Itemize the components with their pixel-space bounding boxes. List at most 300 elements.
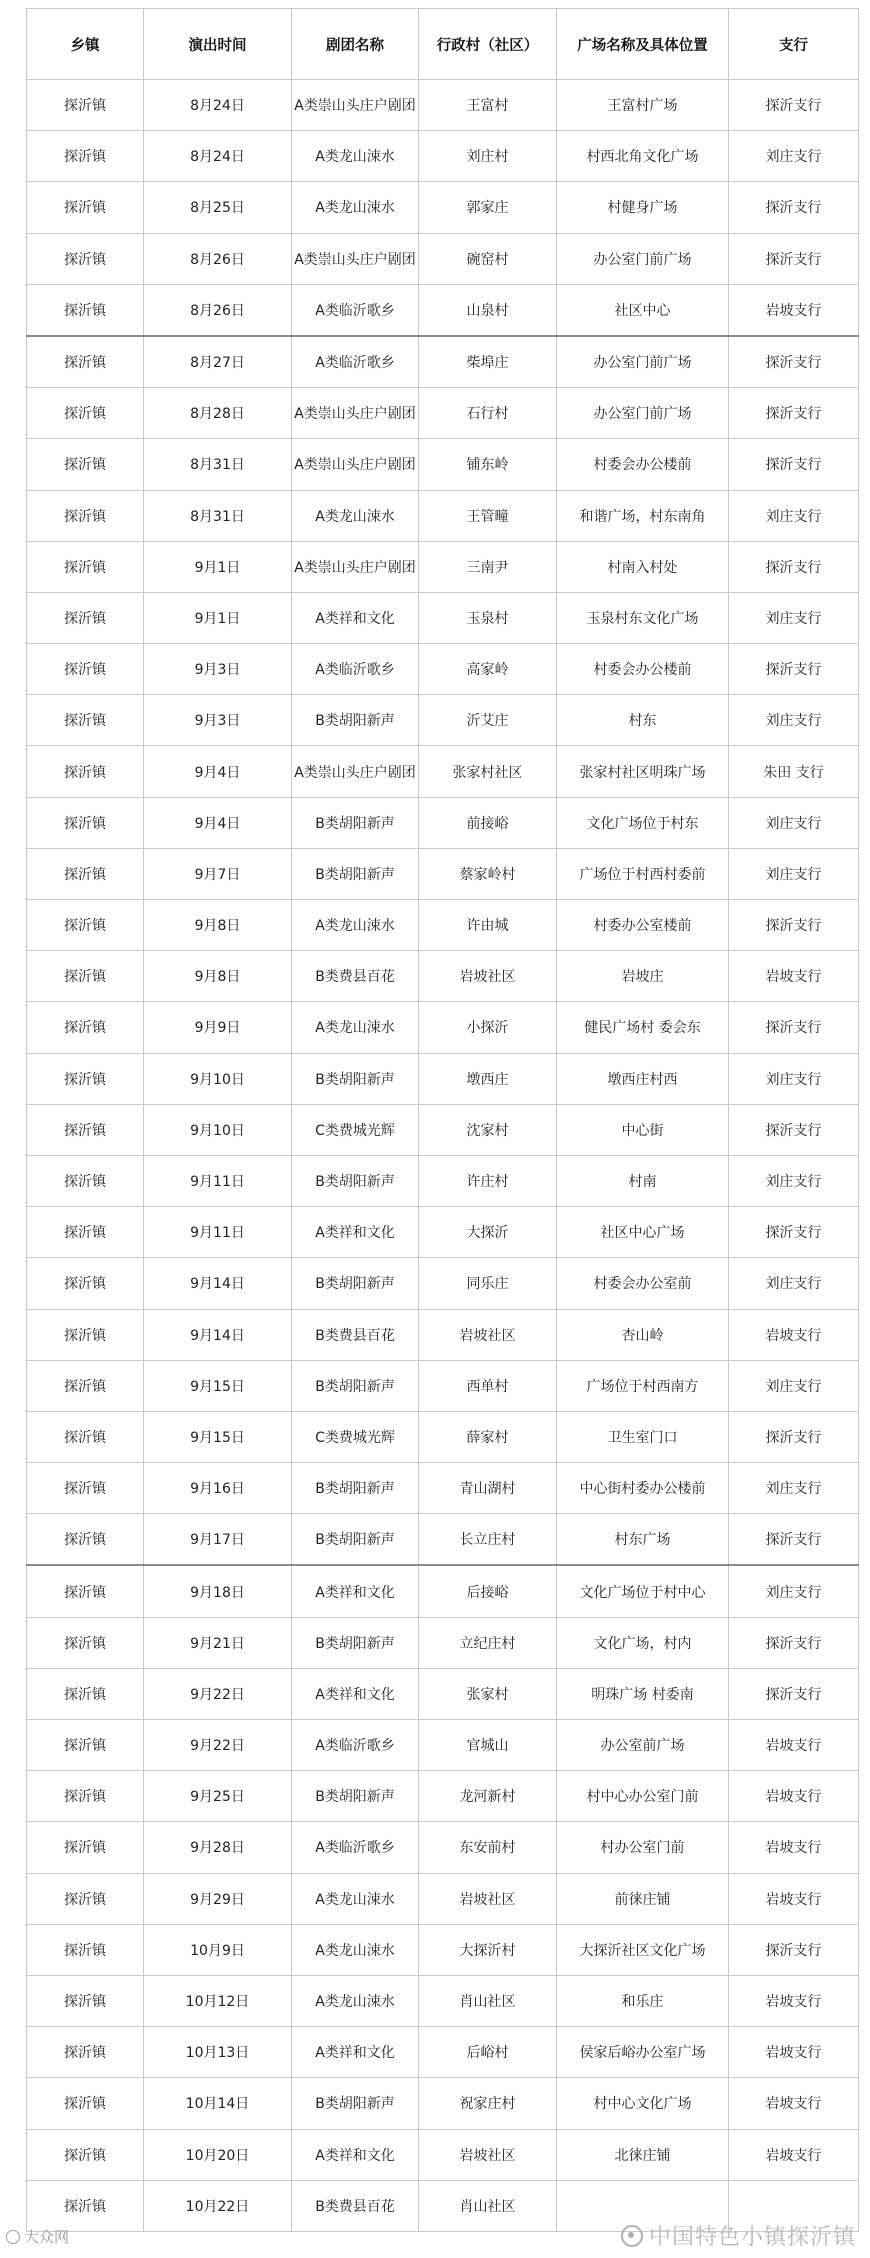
cell-date: 8月31日 — [144, 439, 292, 490]
cell-town: 探沂镇 — [27, 848, 144, 899]
cell-troupe: A类崇山头庄户剧团 — [292, 388, 419, 439]
cell-location: 村东 — [557, 695, 729, 746]
cell-location: 卫生室门口 — [557, 1411, 729, 1462]
performance-schedule-table — [26, 8, 859, 2232]
cell-troupe: A类龙山涑水 — [292, 490, 419, 541]
cell-village: 大探沂村 — [419, 1924, 557, 1975]
cell-troupe: A类祥和文化 — [292, 1668, 419, 1719]
table-row — [27, 1207, 859, 1258]
cell-troupe: A类临沂歌乡 — [292, 644, 419, 695]
table-row — [27, 644, 859, 695]
cell-town: 探沂镇 — [27, 1668, 144, 1719]
table-row — [27, 1463, 859, 1514]
table-row — [27, 1002, 859, 1053]
cell-location: 村东广场 — [557, 1514, 729, 1566]
cell-town: 探沂镇 — [27, 1873, 144, 1924]
cell-location: 大探沂社区文化广场 — [557, 1924, 729, 1975]
cell-location: 村委会办公室前 — [557, 1258, 729, 1309]
cell-town: 探沂镇 — [27, 951, 144, 1002]
header-town: 乡镇 — [27, 9, 144, 80]
cell-location: 广场位于村西村委前 — [557, 848, 729, 899]
cell-village: 刘庄村 — [419, 131, 557, 182]
table-row — [27, 951, 859, 1002]
header-village: 行政村（社区） — [419, 9, 557, 80]
cell-town: 探沂镇 — [27, 1720, 144, 1771]
cell-village: 三南尹 — [419, 541, 557, 592]
cell-troupe: B类胡阳新声 — [292, 848, 419, 899]
cell-village: 高家岭 — [419, 644, 557, 695]
cell-branch: 刘庄支行 — [729, 1053, 859, 1104]
cell-date: 9月3日 — [144, 644, 292, 695]
cell-town: 探沂镇 — [27, 388, 144, 439]
cell-troupe: B类胡阳新声 — [292, 695, 419, 746]
cell-village: 东安前村 — [419, 1822, 557, 1873]
cell-village: 薛家村 — [419, 1411, 557, 1462]
cell-village: 后峪村 — [419, 2027, 557, 2078]
cell-troupe: C类费城光辉 — [292, 1411, 419, 1462]
cell-date: 8月26日 — [144, 233, 292, 284]
cell-location: 文化广场位于村东 — [557, 797, 729, 848]
cell-village: 大探沂 — [419, 1207, 557, 1258]
cell-village: 官城山 — [419, 1720, 557, 1771]
table-header-row — [27, 9, 859, 80]
cell-village: 柴埠庄 — [419, 336, 557, 388]
source-watermark-right-text: 中国特色小镇探沂镇 — [648, 2225, 856, 2250]
table-row — [27, 592, 859, 643]
cell-location: 村中心办公室门前 — [557, 1771, 729, 1822]
cell-date: 9月15日 — [144, 1411, 292, 1462]
cell-troupe: B类胡阳新声 — [292, 1771, 419, 1822]
cell-troupe: A类龙山涑水 — [292, 131, 419, 182]
cell-troupe: A类祥和文化 — [292, 592, 419, 643]
cell-location: 村中心文化广场 — [557, 2078, 729, 2129]
cell-village: 祝家庄村 — [419, 2078, 557, 2129]
cell-troupe: A类祥和文化 — [292, 2129, 419, 2180]
cell-town: 探沂镇 — [27, 1924, 144, 1975]
cell-town: 探沂镇 — [27, 2078, 144, 2129]
cell-town: 探沂镇 — [27, 1155, 144, 1206]
cell-branch: 岩坡支行 — [729, 2027, 859, 2078]
cell-date: 10月22日 — [144, 2180, 292, 2231]
cell-location: 村委会办公楼前 — [557, 439, 729, 490]
cell-location: 侯家后峪办公室广场 — [557, 2027, 729, 2078]
table-row — [27, 1771, 859, 1822]
source-watermark-right — [621, 2220, 856, 2251]
cell-date: 9月18日 — [144, 1565, 292, 1617]
table-row — [27, 2078, 859, 2129]
cell-location: 和谐广场，村东南角 — [557, 490, 729, 541]
cell-village: 许庄村 — [419, 1155, 557, 1206]
cell-date: 9月22日 — [144, 1720, 292, 1771]
cell-troupe: B类胡阳新声 — [292, 1258, 419, 1309]
cell-date: 10月20日 — [144, 2129, 292, 2180]
cell-town: 探沂镇 — [27, 797, 144, 848]
cell-town: 探沂镇 — [27, 592, 144, 643]
cell-branch: 探沂支行 — [729, 1668, 859, 1719]
cell-village: 龙河新村 — [419, 1771, 557, 1822]
cell-branch: 探沂支行 — [729, 1207, 859, 1258]
cell-troupe: A类崇山头庄户剧团 — [292, 80, 419, 131]
cell-troupe: A类祥和文化 — [292, 1207, 419, 1258]
cell-date: 9月25日 — [144, 1771, 292, 1822]
table-row — [27, 1155, 859, 1206]
cell-village: 蔡家岭村 — [419, 848, 557, 899]
cell-location: 村委办公室楼前 — [557, 900, 729, 951]
cell-troupe: A类龙山涑水 — [292, 900, 419, 951]
cell-village: 王管疃 — [419, 490, 557, 541]
cell-location: 岩坡庄 — [557, 951, 729, 1002]
table-row — [27, 1924, 859, 1975]
cell-town: 探沂镇 — [27, 182, 144, 233]
cell-troupe: A类临沂歌乡 — [292, 1720, 419, 1771]
cell-troupe: A类崇山头庄户剧团 — [292, 746, 419, 797]
cell-village: 岩坡社区 — [419, 1309, 557, 1360]
cell-branch: 探沂支行 — [729, 1617, 859, 1668]
cell-date: 9月8日 — [144, 951, 292, 1002]
cell-troupe: A类龙山涑水 — [292, 1975, 419, 2026]
cell-branch: 探沂支行 — [729, 182, 859, 233]
cell-location: 北徕庄铺 — [557, 2129, 729, 2180]
table-row — [27, 695, 859, 746]
cell-village: 长立庄村 — [419, 1514, 557, 1566]
cell-troupe: B类胡阳新声 — [292, 1617, 419, 1668]
table-row — [27, 1565, 859, 1617]
cell-troupe: A类崇山头庄户剧团 — [292, 439, 419, 490]
cell-town: 探沂镇 — [27, 1975, 144, 2026]
cell-location: 办公室门前广场 — [557, 336, 729, 388]
cell-town: 探沂镇 — [27, 541, 144, 592]
cell-date: 9月1日 — [144, 592, 292, 643]
cell-village: 岩坡社区 — [419, 951, 557, 1002]
cell-branch: 探沂支行 — [729, 80, 859, 131]
cell-village: 张家村社区 — [419, 746, 557, 797]
table-row — [27, 1309, 859, 1360]
cell-village: 岩坡社区 — [419, 1873, 557, 1924]
cell-troupe: A类龙山涑水 — [292, 1924, 419, 1975]
cell-town: 探沂镇 — [27, 644, 144, 695]
cell-troupe: A类龙山涑水 — [292, 1002, 419, 1053]
cell-branch: 刘庄支行 — [729, 1258, 859, 1309]
cell-village: 铺东岭 — [419, 439, 557, 490]
wechat-icon — [621, 2225, 643, 2247]
cell-troupe: A类龙山涑水 — [292, 1873, 419, 1924]
cell-town: 探沂镇 — [27, 1463, 144, 1514]
cell-branch: 探沂支行 — [729, 439, 859, 490]
cell-branch: 探沂支行 — [729, 900, 859, 951]
cell-location: 玉泉村东文化广场 — [557, 592, 729, 643]
cell-branch: 探沂支行 — [729, 644, 859, 695]
cell-location: 村健身广场 — [557, 182, 729, 233]
cell-town: 探沂镇 — [27, 1411, 144, 1462]
cell-town: 探沂镇 — [27, 746, 144, 797]
cell-town: 探沂镇 — [27, 1565, 144, 1617]
cell-town: 探沂镇 — [27, 1002, 144, 1053]
cell-troupe: B类胡阳新声 — [292, 1053, 419, 1104]
cell-troupe: A类临沂歌乡 — [292, 1822, 419, 1873]
cell-branch: 探沂支行 — [729, 1104, 859, 1155]
table-row — [27, 2129, 859, 2180]
cell-village: 玉泉村 — [419, 592, 557, 643]
table-row — [27, 1258, 859, 1309]
cell-location: 广场位于村西南方 — [557, 1360, 729, 1411]
cell-troupe: B类费县百花 — [292, 2180, 419, 2231]
cell-troupe: C类费城光辉 — [292, 1104, 419, 1155]
cell-location: 社区中心广场 — [557, 1207, 729, 1258]
cell-town: 探沂镇 — [27, 2180, 144, 2231]
cell-date: 8月28日 — [144, 388, 292, 439]
cell-town: 探沂镇 — [27, 1309, 144, 1360]
table-row — [27, 1873, 859, 1924]
cell-date: 10月9日 — [144, 1924, 292, 1975]
source-watermark-left — [6, 2226, 69, 2247]
cell-branch: 岩坡支行 — [729, 1975, 859, 2026]
table-row — [27, 900, 859, 951]
cell-village: 郭家庄 — [419, 182, 557, 233]
cell-village: 许由城 — [419, 900, 557, 951]
cell-location: 墩西庄村西 — [557, 1053, 729, 1104]
cell-town: 探沂镇 — [27, 1053, 144, 1104]
cell-location: 村委会办公楼前 — [557, 644, 729, 695]
table-row — [27, 182, 859, 233]
table-row — [27, 2027, 859, 2078]
cell-town: 探沂镇 — [27, 1771, 144, 1822]
cell-town: 探沂镇 — [27, 1617, 144, 1668]
cell-branch: 探沂支行 — [729, 1514, 859, 1566]
cell-town: 探沂镇 — [27, 695, 144, 746]
cell-location: 前徕庄铺 — [557, 1873, 729, 1924]
table-row — [27, 1668, 859, 1719]
cell-branch: 刘庄支行 — [729, 1565, 859, 1617]
cell-date: 9月4日 — [144, 746, 292, 797]
header-branch: 支行 — [729, 9, 859, 80]
cell-branch: 岩坡支行 — [729, 2078, 859, 2129]
cell-village: 前接峪 — [419, 797, 557, 848]
cell-village: 王富村 — [419, 80, 557, 131]
cell-location: 村办公室门前 — [557, 1822, 729, 1873]
cell-date: 9月3日 — [144, 695, 292, 746]
cell-location: 村南 — [557, 1155, 729, 1206]
cell-branch: 岩坡支行 — [729, 284, 859, 336]
cell-troupe: A类祥和文化 — [292, 2027, 419, 2078]
table-row — [27, 1411, 859, 1462]
cell-town: 探沂镇 — [27, 233, 144, 284]
cell-location: 王富村广场 — [557, 80, 729, 131]
table-row — [27, 797, 859, 848]
cell-location: 中心街 — [557, 1104, 729, 1155]
cell-troupe: A类临沂歌乡 — [292, 336, 419, 388]
cell-branch: 岩坡支行 — [729, 2129, 859, 2180]
table-row — [27, 1360, 859, 1411]
table-row — [27, 1720, 859, 1771]
table-row — [27, 1975, 859, 2026]
cell-date: 9月9日 — [144, 1002, 292, 1053]
cell-troupe: B类胡阳新声 — [292, 1360, 419, 1411]
cell-troupe: A类龙山涑水 — [292, 182, 419, 233]
cell-date: 8月31日 — [144, 490, 292, 541]
cell-date: 8月24日 — [144, 80, 292, 131]
cell-troupe: B类胡阳新声 — [292, 1155, 419, 1206]
cell-troupe: B类胡阳新声 — [292, 797, 419, 848]
cell-village: 岩坡社区 — [419, 2129, 557, 2180]
table-row — [27, 1617, 859, 1668]
cell-date: 10月13日 — [144, 2027, 292, 2078]
table-row — [27, 80, 859, 131]
cell-troupe: B类费县百花 — [292, 951, 419, 1002]
cell-town: 探沂镇 — [27, 2129, 144, 2180]
cell-date: 9月11日 — [144, 1155, 292, 1206]
cell-town: 探沂镇 — [27, 1360, 144, 1411]
cell-location: 健民广场村 委会东 — [557, 1002, 729, 1053]
cell-troupe: B类胡阳新声 — [292, 1463, 419, 1514]
cell-date: 9月4日 — [144, 797, 292, 848]
cell-village: 小探沂 — [419, 1002, 557, 1053]
cell-date: 9月21日 — [144, 1617, 292, 1668]
cell-town: 探沂镇 — [27, 490, 144, 541]
cell-branch: 刘庄支行 — [729, 131, 859, 182]
cell-troupe: B类胡阳新声 — [292, 2078, 419, 2129]
cell-troupe: B类胡阳新声 — [292, 1514, 419, 1566]
cell-village: 西单村 — [419, 1360, 557, 1411]
cell-date: 9月11日 — [144, 1207, 292, 1258]
cell-branch: 朱田 支行 — [729, 746, 859, 797]
cell-village: 后接峪 — [419, 1565, 557, 1617]
cell-date: 8月25日 — [144, 182, 292, 233]
table-row — [27, 1104, 859, 1155]
cell-village: 肖山社区 — [419, 2180, 557, 2231]
cell-date: 9月16日 — [144, 1463, 292, 1514]
source-watermark-left-text: 大众网 — [24, 2228, 70, 2246]
cell-village: 张家村 — [419, 1668, 557, 1719]
cell-town: 探沂镇 — [27, 2027, 144, 2078]
table-body — [27, 80, 859, 2232]
cell-location: 办公室门前广场 — [557, 388, 729, 439]
table-row — [27, 336, 859, 388]
cell-town: 探沂镇 — [27, 1514, 144, 1566]
cell-village: 沈家村 — [419, 1104, 557, 1155]
cell-town: 探沂镇 — [27, 439, 144, 490]
cell-branch: 探沂支行 — [729, 541, 859, 592]
cell-village: 石行村 — [419, 388, 557, 439]
cell-village: 沂艾庄 — [419, 695, 557, 746]
table-row — [27, 1822, 859, 1873]
cell-branch: 探沂支行 — [729, 1002, 859, 1053]
cell-branch: 刘庄支行 — [729, 848, 859, 899]
table-row — [27, 131, 859, 182]
weibo-icon — [6, 2230, 20, 2244]
cell-village: 山泉村 — [419, 284, 557, 336]
cell-location: 文化广场位于村中心 — [557, 1565, 729, 1617]
cell-town: 探沂镇 — [27, 900, 144, 951]
table-row — [27, 1053, 859, 1104]
cell-branch: 岩坡支行 — [729, 1720, 859, 1771]
cell-location: 杏山岭 — [557, 1309, 729, 1360]
cell-branch: 探沂支行 — [729, 336, 859, 388]
cell-date: 9月28日 — [144, 1822, 292, 1873]
cell-branch: 探沂支行 — [729, 1924, 859, 1975]
table-row — [27, 439, 859, 490]
cell-date: 9月8日 — [144, 900, 292, 951]
cell-branch: 探沂支行 — [729, 233, 859, 284]
cell-branch: 探沂支行 — [729, 388, 859, 439]
cell-date: 9月7日 — [144, 848, 292, 899]
cell-town: 探沂镇 — [27, 336, 144, 388]
cell-date: 9月10日 — [144, 1104, 292, 1155]
cell-branch: 刘庄支行 — [729, 490, 859, 541]
cell-date: 10月12日 — [144, 1975, 292, 2026]
cell-town: 探沂镇 — [27, 284, 144, 336]
cell-town: 探沂镇 — [27, 1207, 144, 1258]
cell-date: 9月17日 — [144, 1514, 292, 1566]
table-row — [27, 541, 859, 592]
cell-location: 文化广场，村内 — [557, 1617, 729, 1668]
cell-date: 9月14日 — [144, 1309, 292, 1360]
header-location: 广场名称及具体位置 — [557, 9, 729, 80]
table-row — [27, 388, 859, 439]
cell-date: 9月29日 — [144, 1873, 292, 1924]
cell-branch: 岩坡支行 — [729, 951, 859, 1002]
cell-troupe: A类祥和文化 — [292, 1565, 419, 1617]
cell-town: 探沂镇 — [27, 1104, 144, 1155]
cell-village: 青山湖村 — [419, 1463, 557, 1514]
cell-location: 明珠广场 村委南 — [557, 1668, 729, 1719]
cell-branch: 岩坡支行 — [729, 1309, 859, 1360]
cell-location: 办公室前广场 — [557, 1720, 729, 1771]
cell-branch: 岩坡支行 — [729, 1873, 859, 1924]
cell-village: 碗窑村 — [419, 233, 557, 284]
cell-village: 同乐庄 — [419, 1258, 557, 1309]
cell-village: 墩西庄 — [419, 1053, 557, 1104]
cell-town: 探沂镇 — [27, 1258, 144, 1309]
cell-troupe: A类崇山头庄户剧团 — [292, 233, 419, 284]
cell-date: 8月27日 — [144, 336, 292, 388]
cell-troupe: B类费县百花 — [292, 1309, 419, 1360]
table-row — [27, 233, 859, 284]
cell-troupe: A类崇山头庄户剧团 — [292, 541, 419, 592]
cell-branch: 刘庄支行 — [729, 592, 859, 643]
cell-branch: 岩坡支行 — [729, 1822, 859, 1873]
cell-date: 8月26日 — [144, 284, 292, 336]
cell-village: 立纪庄村 — [419, 1617, 557, 1668]
table-row — [27, 284, 859, 336]
cell-location: 社区中心 — [557, 284, 729, 336]
table-row — [27, 746, 859, 797]
cell-town: 探沂镇 — [27, 1822, 144, 1873]
cell-date: 8月24日 — [144, 131, 292, 182]
table-row — [27, 848, 859, 899]
cell-branch: 刘庄支行 — [729, 797, 859, 848]
table-row — [27, 1514, 859, 1566]
cell-date: 9月10日 — [144, 1053, 292, 1104]
cell-date: 9月22日 — [144, 1668, 292, 1719]
header-troupe: 剧团名称 — [292, 9, 419, 80]
cell-town: 探沂镇 — [27, 131, 144, 182]
header-date: 演出时间 — [144, 9, 292, 80]
cell-location: 村西北角文化广场 — [557, 131, 729, 182]
cell-branch: 刘庄支行 — [729, 1155, 859, 1206]
cell-location: 和乐庄 — [557, 1975, 729, 2026]
cell-branch: 刘庄支行 — [729, 695, 859, 746]
cell-branch: 岩坡支行 — [729, 1771, 859, 1822]
cell-town: 探沂镇 — [27, 80, 144, 131]
cell-date: 9月15日 — [144, 1360, 292, 1411]
cell-date: 10月14日 — [144, 2078, 292, 2129]
table-row — [27, 490, 859, 541]
cell-location: 张家村社区明珠广场 — [557, 746, 729, 797]
cell-location: 办公室门前广场 — [557, 233, 729, 284]
cell-troupe: A类临沂歌乡 — [292, 284, 419, 336]
cell-branch: 刘庄支行 — [729, 1360, 859, 1411]
cell-branch: 探沂支行 — [729, 1411, 859, 1462]
